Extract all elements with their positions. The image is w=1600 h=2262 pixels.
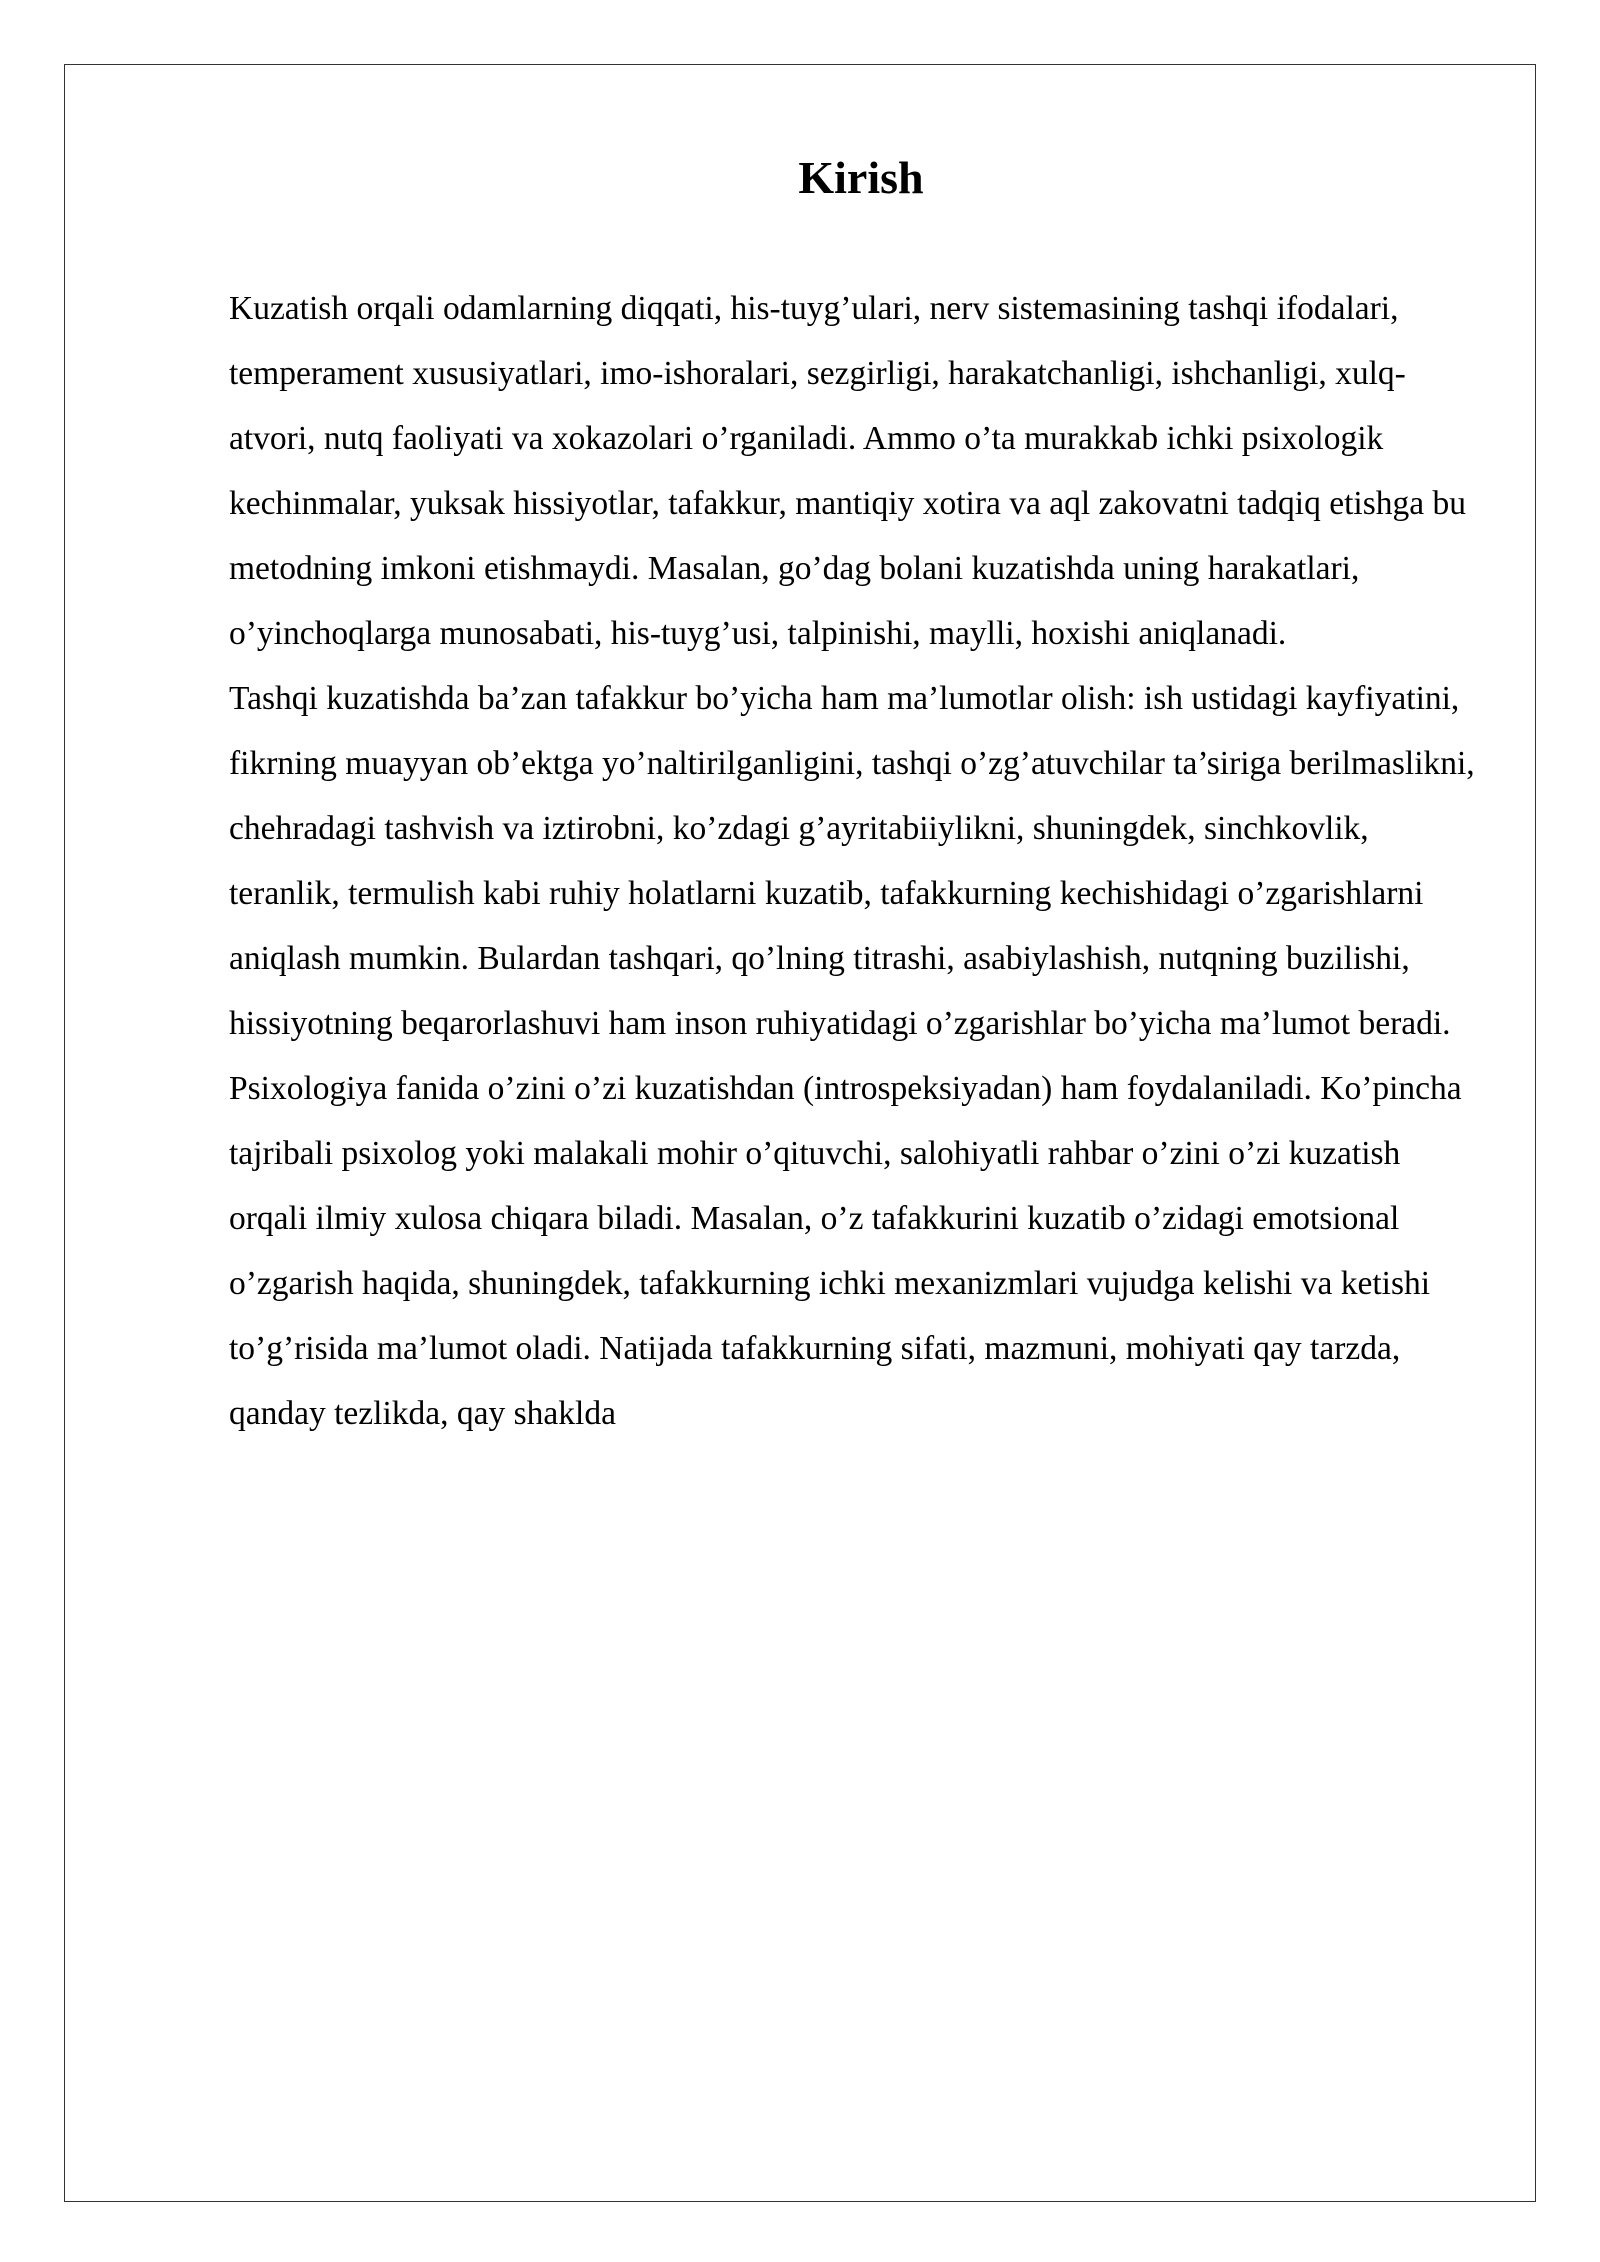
body-text <box>229 276 1481 1446</box>
paragraph: Psixologiya fanida o’zini o’zi kuzatishdan (introspeksiyadan) ham foydalaniladi. Ko’pincha tajribali psixolog yoki malakali mohir o’qituvchi, salohiyatli rahbar o’zini o’zi kuzatish orqali ilmiy xulosa chiqara biladi. Masalan, o’z tafakkurini kuzatib o’zidagi emotsional o’zgarish haqida, shuningdek, tafakkurning ichki mexanizmlari vujudga kelishi va ketishi to’g’risida ma’lumot oladi. Natijada tafakkurning sifati, mazmuni, mohiyati qay tarzda, qanday tezlikda, qay shaklda <box>229 1070 1462 1432</box>
paragraph: Tashqi kuzatishda ba’zan tafakkur bo’yicha ham ma’lumotlar olish: ish ustidagi kayfiyatini, fikrning muayyan ob’ektga yo’naltirilganligini, tashqi o’zg’atuvchilar ta’siriga berilmaslikni, chehradagi tashvish va iztirobni, ko’zdagi g’ayritabiiylikni, shuningdek, sinchkovlik, teranlik, termulish kabi ruhiy holatlarni kuzatib, tafakkurning kechishidagi o’zgarishlarni aniqlash mumkin. Bulardan tashqari, qo’lning titrashi, asabiylashish, nutqning buzilishi, hissiyotning beqarorlashuvi ham inson ruhiyatidagi o’zgarishlar bo’yicha ma’lumot beradi. <box>229 680 1475 1042</box>
page-title: Kirish <box>798 152 924 203</box>
paragraph: Kuzatish orqali odamlarning diqqati, his-tuyg’ulari, nerv sistemasining tashqi ifodalari, temperament xususiyatlari, imo-ishoralari, sezgirligi, harakatchanligi, ishchanligi, xulq-atvori, nutq faoliyati va xokazolari o’rganiladi. Ammo o’ta murakkab ichki psixologik kechinmalar, yuksak hissiyotlar, tafakkur, mantiqiy xotira va aql zakovatni tadqiq etishga bu metodning imkoni etishmaydi. Masalan, go’dag bolani kuzatishda uning harakatlari, o’yinchoqlarga munosabati, his-tuyg’usi, talpinishi, maylli, hoxishi aniqlanadi. <box>229 290 1466 652</box>
